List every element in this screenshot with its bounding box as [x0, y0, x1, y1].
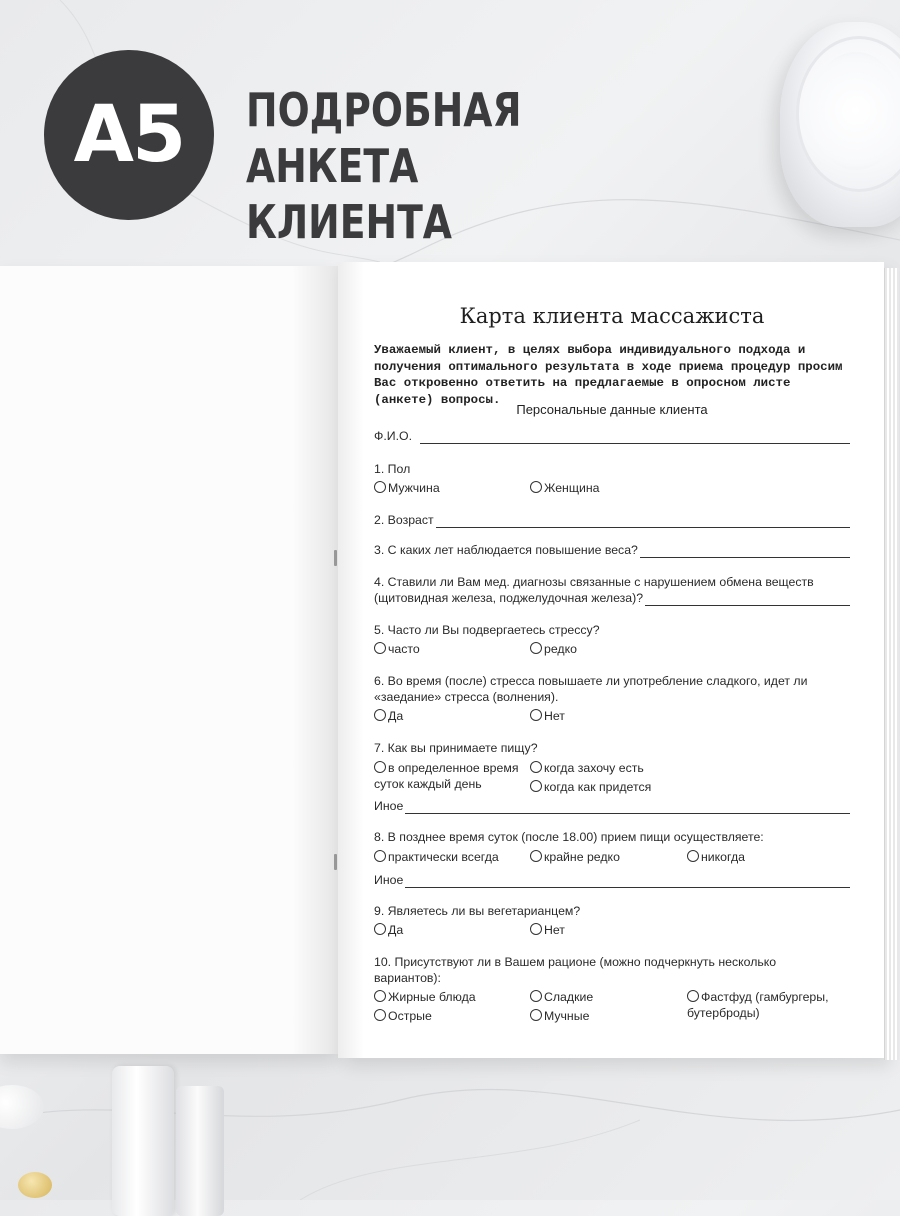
q9-option-yes[interactable]: Да	[374, 922, 403, 938]
radio-circle-icon	[374, 481, 386, 493]
form-title: Карта клиента массажиста	[459, 304, 765, 328]
q8-other-line[interactable]	[405, 875, 850, 888]
cream-jar-image	[770, 22, 900, 232]
radio-circle-icon	[374, 990, 386, 1002]
q1-option-male[interactable]: Мужчина	[374, 480, 440, 496]
open-booklet	[0, 262, 900, 1062]
radio-circle-icon	[374, 761, 386, 773]
q2-label: 2. Возраст	[374, 513, 434, 527]
radio-circle-icon	[374, 709, 386, 721]
q8-question: 8. В позднее время суток (после 18.00) прием пищи осуществляете:	[374, 830, 764, 844]
q2-field	[374, 512, 850, 528]
q7-option-when-hungry[interactable]: когда захочу есть	[530, 760, 644, 776]
q4-question: 4. Ставили ли Вам мед. диагнозы связанные с нарушением обмена веществ (щитовидная железа, поджелудочная железа)?	[374, 574, 850, 606]
radio-circle-icon	[687, 990, 699, 1002]
q10-question: 10. Присутствуют ли в Вашем рационе (можно подчеркнуть несколько вариантов):	[374, 955, 777, 985]
radio-circle-icon	[530, 923, 542, 935]
q8-option-rarely[interactable]: крайне редко	[530, 849, 620, 865]
radio-circle-icon	[530, 481, 542, 493]
towel-roll-image	[0, 1085, 44, 1129]
q1-question: 1. Пол	[374, 462, 411, 476]
q2-line[interactable]	[436, 515, 850, 528]
headline-line-2: КЛИЕНТА	[246, 195, 452, 249]
q10-option-fastfood[interactable]: Фастфуд (гамбургеры, бутерброды)	[687, 990, 829, 1020]
page-stack-edge	[884, 268, 899, 1060]
headline-line-1: ПОДРОБНАЯ АНКЕТА	[246, 83, 522, 193]
radio-circle-icon	[530, 642, 542, 654]
q5-question: 5. Часто ли Вы подвергаетесь стрессу?	[374, 623, 600, 637]
q10-option-fatty[interactable]: Жирные блюда	[374, 989, 476, 1005]
radio-circle-icon	[374, 923, 386, 935]
radio-circle-icon	[530, 780, 542, 792]
q6-question: 6. Во время (после) стресса повышаете ли употребление сладкого, идет ли «заедание» стресса (волнения).	[374, 674, 808, 704]
q8-option-always[interactable]: практически всегда	[374, 849, 499, 865]
q8-option-never[interactable]: никогда	[687, 849, 745, 865]
q3-label: 3. С каких лет наблюдается повышение веса?	[374, 543, 638, 557]
q9-question: 9. Являетесь ли вы вегетарианцем?	[374, 904, 581, 918]
q3-field	[374, 542, 850, 558]
fio-label: Ф.И.О.	[374, 429, 413, 443]
cosmetic-bottles-image	[100, 1050, 230, 1200]
q7-option-random[interactable]: когда как придется	[530, 779, 651, 795]
q4-line[interactable]	[645, 593, 850, 606]
q7-other-field: Иное	[374, 798, 850, 814]
q7-question: 7. Как вы принимаете пищу?	[374, 741, 538, 755]
radio-circle-icon	[687, 850, 699, 862]
q7-other-line[interactable]	[405, 801, 850, 814]
radio-circle-icon	[530, 850, 542, 862]
q9-option-no[interactable]: Нет	[530, 922, 565, 938]
radio-circle-icon	[530, 990, 542, 1002]
q3-line[interactable]	[640, 545, 850, 558]
product-headline	[246, 82, 590, 250]
format-badge: A5	[44, 50, 214, 220]
radio-circle-icon	[530, 761, 542, 773]
q6-option-no[interactable]: Нет	[530, 708, 565, 724]
q6-option-yes[interactable]: Да	[374, 708, 403, 724]
oil-capsule-image	[18, 1172, 52, 1198]
q5-option-often[interactable]: часто	[374, 641, 420, 657]
fio-line[interactable]	[420, 431, 850, 444]
radio-circle-icon	[530, 709, 542, 721]
fio-field	[374, 428, 850, 444]
q10-option-flour[interactable]: Мучные	[530, 1008, 589, 1024]
q1-option-female[interactable]: Женщина	[530, 480, 599, 496]
radio-circle-icon	[374, 1009, 386, 1021]
q10-option-sweet[interactable]: Сладкие	[530, 989, 593, 1005]
section-heading: Персональные данные клиента	[516, 402, 708, 417]
form-intro: Уважаемый клиент, в целях выбора индивидуального подхода и получения оптимального результата в ходе приема процедур просим Вас откровенно ответить на предлагаемые в опросном листе (анкете) вопросы.	[374, 343, 843, 407]
q7-option-fixed-time[interactable]: в определенное время суток каждый день	[374, 761, 519, 791]
q10-option-spicy[interactable]: Острые	[374, 1008, 432, 1024]
radio-circle-icon	[530, 1009, 542, 1021]
left-page-blank	[0, 266, 338, 1054]
q8-other-field: Иное	[374, 872, 850, 888]
radio-circle-icon	[374, 642, 386, 654]
radio-circle-icon	[374, 850, 386, 862]
q5-option-rarely[interactable]: редко	[530, 641, 577, 657]
